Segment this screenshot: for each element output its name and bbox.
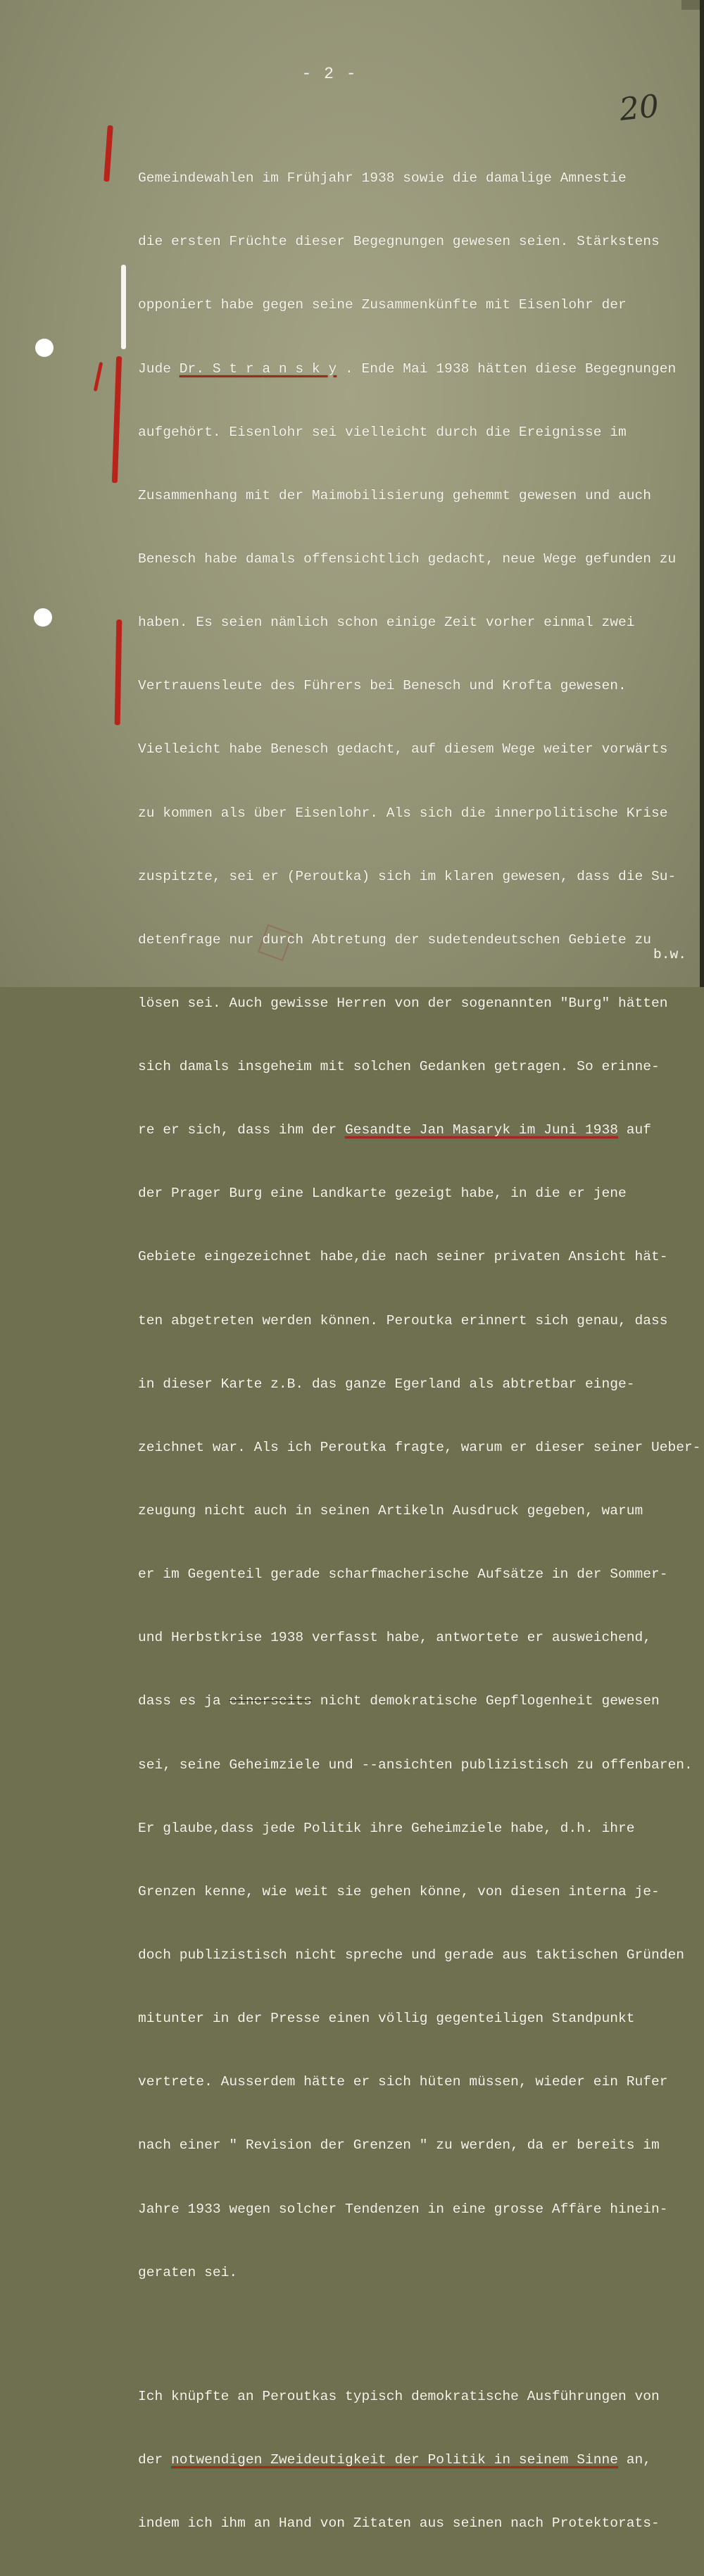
text-line: doch publizistisch nicht spreche und gerade aus taktischen Gründen xyxy=(138,1947,685,1964)
text-line: sei, seine Geheimziele und --ansichten publizistisch zu offenbaren. xyxy=(138,1757,693,1773)
red-margin-mark xyxy=(112,356,122,483)
text-line: Grenzen kenne, wie weit sie gehen könne, von diesen interna je- xyxy=(138,1883,660,1899)
page-footer-note: b.w. xyxy=(653,947,687,962)
text-line xyxy=(138,1119,701,1141)
text-fragment: an, xyxy=(618,2452,652,2468)
handwritten-folio-number: 20 xyxy=(617,88,661,128)
text-line: Vertrauensleute des Führers bei Benesch und Krofta gewesen. xyxy=(138,678,627,694)
text-line: sich damals insgeheim mit solchen Gedanken getragen. So erinne- xyxy=(138,1059,660,1075)
text-line: Benesch habe damals offensichtlich gedacht, neue Wege gefunden zu xyxy=(138,551,677,567)
text-fragment: dass es ja xyxy=(138,1693,230,1709)
text-line: Zusammenhang mit der Maimobilisierung gehemmt gewesen und auch xyxy=(138,487,652,503)
red-margin-mark xyxy=(115,620,122,725)
text-line xyxy=(138,2449,701,2470)
text-line: opponiert habe gegen seine Zusammenkünfte mit Eisenlohr der xyxy=(138,297,627,313)
text-line: zuspitzte, sei er (Peroutka) sich im klaren gewesen, dass die Su- xyxy=(138,868,677,884)
text-line: geraten sei. xyxy=(138,2264,238,2280)
text-line: er im Gegenteil gerade scharfmacherische Aufsätze in der Sommer- xyxy=(138,1566,668,1583)
red-underlined-phrase: Gesandte Jan Masaryk im Juni 1938 xyxy=(344,1122,618,1138)
text-line: zu kommen als über Eisenlohr. Als sich die innerpolitische Krise xyxy=(138,805,668,821)
page-number: - 2 - xyxy=(301,65,358,83)
punch-hole-upper xyxy=(35,339,54,357)
text-line: Jahre 1933 wegen solcher Tendenzen in eine grosse Affäre hinein- xyxy=(138,2201,668,2217)
text-line: Gebiete eingezeichnet habe,die nach seiner privaten Ansicht hät- xyxy=(138,1249,668,1265)
white-margin-mark xyxy=(121,265,126,349)
text-line: nach einer " Revision der Grenzen " zu werden, da er bereits im xyxy=(138,2137,660,2154)
text-fragment: der xyxy=(138,2452,172,2468)
text-fragment: Jude xyxy=(138,360,180,377)
red-underlined-phrase: notwendigen Zweideutigkeit der Politik in seinem Sinne xyxy=(171,2452,618,2468)
text-fragment: . Ende Mai 1938 hätten diese Begegnungen xyxy=(337,360,677,377)
typewritten-text xyxy=(138,125,701,2576)
text-fragment: auf xyxy=(618,1122,652,1138)
text-line: zeugung nicht auch in seinen Artikeln Ausdruck gegeben, warum xyxy=(138,1503,643,1519)
text-line: haben. Es seien nämlich schon einige Zeit vorher einmal zwei xyxy=(138,615,635,631)
text-line: Gemeindewahlen im Frühjahr 1938 sowie die damalige Amnestie xyxy=(138,170,627,187)
text-line: in dieser Karte z.B. das ganze Egerland als abtretbar einge- xyxy=(138,1376,635,1392)
punch-hole-lower xyxy=(34,608,52,627)
text-line: Vielleicht habe Benesch gedacht, auf diesem Wege weiter vorwärts xyxy=(138,741,668,758)
text-line xyxy=(138,358,701,379)
text-line: ten abgetreten werden können. Peroutka erinnert sich genau, dass xyxy=(138,1312,668,1328)
text-line xyxy=(138,1690,701,1711)
text-line: der Prager Burg eine Landkarte gezeigt habe, in die er jene xyxy=(138,1186,627,1202)
red-margin-mark xyxy=(103,125,113,182)
text-line: detenfrage nur durch Abtretung der sudetendeutschen Gebiete zu xyxy=(138,931,652,948)
text-line: die ersten Früchte dieser Begegnungen gewesen seien. Stärkstens xyxy=(138,234,660,250)
red-underlined-name: Dr. S t r a n s k y xyxy=(179,360,337,377)
text-fragment: nicht demokratische Gepflogenheit gewesen xyxy=(311,1693,660,1709)
text-line: aufgehört. Eisenlohr sei vielleicht durch die Ereignisse im xyxy=(138,424,627,440)
text-line: und Herbstkrise 1938 verfasst habe, antwortete er ausweichend, xyxy=(138,1630,652,1646)
text-line: mitunter in der Presse einen völlig gegenteiligen Standpunkt xyxy=(138,2011,635,2027)
text-line: Ich knüpfte an Peroutkas typisch demokratische Ausführungen von xyxy=(138,2388,660,2404)
text-line: lösen sei. Auch gewisse Herren von der sogenannten "Burg" hätten xyxy=(138,995,668,1011)
text-line: indem ich ihm an Hand von Zitaten aus seinen nach Protektorats- xyxy=(138,2515,660,2532)
text-line: zeichnet war. Als ich Peroutka fragte, warum er dieser seiner Ueber- xyxy=(138,1439,701,1455)
paragraph-gap xyxy=(138,2325,701,2344)
text-fragment: re er sich, dass ihm der xyxy=(138,1122,345,1138)
text-line: Er glaube,dass jede Politik ihre Geheimziele habe, d.h. ihre xyxy=(138,1820,635,1836)
red-margin-tick xyxy=(94,362,103,391)
struck-through-word: einerseits xyxy=(229,1693,312,1709)
page-corner xyxy=(681,0,700,10)
text-line: vertrete. Ausserdem hätte er sich hüten müssen, wieder ein Rufer xyxy=(138,2074,668,2090)
